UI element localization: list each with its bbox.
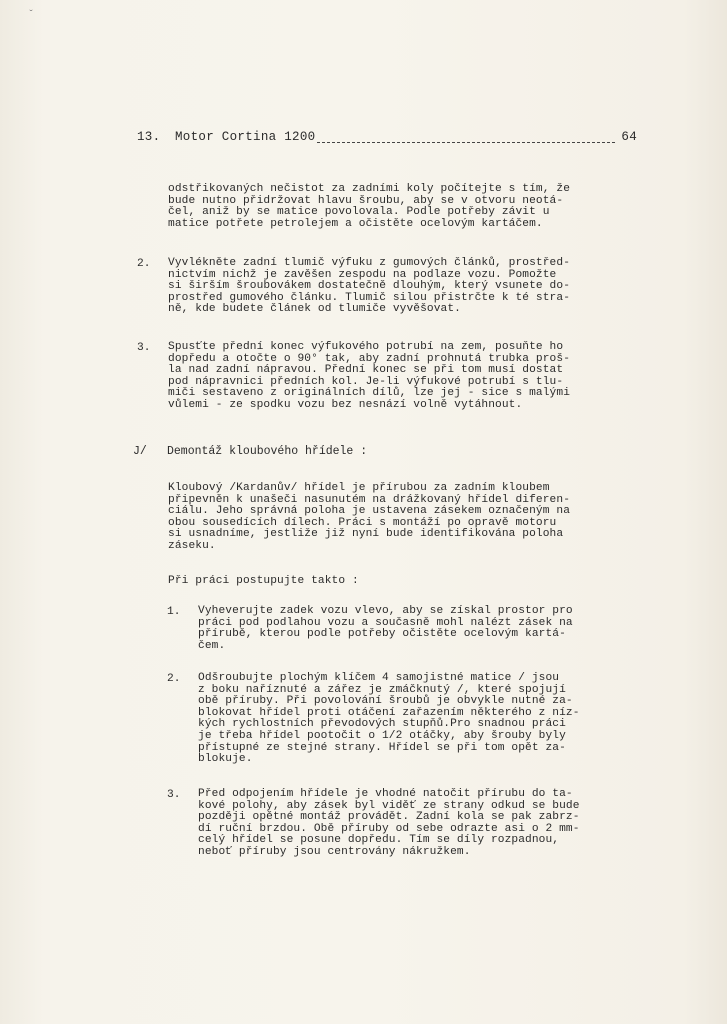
text-line: kých rychlostních převodových stupňů.Pro snadnou práci <box>198 718 566 731</box>
step-3-paragraph <box>168 342 570 412</box>
text-line: celý hřídel se posune dopředu. Tím se díly rozpadnou, <box>198 834 560 847</box>
text-line: si širším šroubovákem dostatečně dlouhým, který vsunete do- <box>168 280 571 293</box>
text-line: blokovat hřídel proti otáčení zařazením některého z níz- <box>198 706 580 719</box>
text-line: la nad zadní nápravou. Přední konec se při tom musí dostat <box>168 364 564 377</box>
section-label: J/ <box>133 445 147 458</box>
text-line: později opětné montáž provádět. Zadní kola se pak zabrz- <box>198 811 580 824</box>
text-line: je třeba hřídel pootočit o 1/2 otáčky, aby šrouby byly <box>198 729 566 742</box>
text-line: dí ruční brzdou. Obě příruby od sebe odrazte asi o 2 mm- <box>198 822 580 835</box>
text-line: odstřikovaných nečistot za zadními koly počítejte s tím, že <box>168 183 571 195</box>
chapter-number: 13. <box>137 130 161 144</box>
text-line: dopředu a otočte o 90° tak, aby zadní prohnutá trubka proš- <box>168 352 571 365</box>
text-line: blokuje. <box>198 753 253 766</box>
text-line: nictvím nichž je zavěšen zespodu na podlaze vozu. Pomožte <box>168 268 557 281</box>
procedure-label: Při práci postupujte takto : <box>168 575 359 587</box>
intro-paragraph <box>168 184 570 230</box>
chapter-title: Motor Cortina 1200 <box>175 130 316 144</box>
step-number: 2. <box>137 258 151 270</box>
text-line: práci pod podlahou vozu a současně mohl nalézt zásek na <box>198 616 573 629</box>
section-heading: Demontáž kloubového hřídele : <box>167 445 368 458</box>
text-line: kové polohy, aby zásek byl viděť ze strany odkud se bude <box>198 799 580 812</box>
text-line: ně, kde budete článek od tlumiče vyvěšovat. <box>168 303 461 316</box>
step-number: 2. <box>167 673 181 685</box>
text-line: Před odpojením hřídele je vhodné natočit přírubu do ta- <box>198 788 573 800</box>
text-line: vůlemi - ze spodku vozu bez nesnází volně vytáhnout. <box>168 398 523 411</box>
text-line: přírubě, kterou podle potřeby očistěte ocelovým kartá- <box>198 628 566 641</box>
step-number: 3. <box>137 342 151 354</box>
text-line: obě příruby. Při povolování šroubů je obvykle nutné za- <box>198 695 573 708</box>
page-header <box>137 130 637 148</box>
text-line: prostřed gumového článku. Tlumič silou přistrčte k té stra- <box>168 291 571 304</box>
step-number: 1. <box>167 606 181 618</box>
text-line: miči sestaveno z originálních dílů, lze jej - sice s malými <box>168 387 571 400</box>
text-line: Spusťte přední konec výfukového potrubí na zem, posuňte ho <box>168 341 564 353</box>
text-line: Odšroubujte plochým klíčem 4 samojistné matice / jsou <box>198 672 560 684</box>
text-line: pod nápravnici předních kol. Je-li výfukové potrubí s tlu- <box>168 375 564 388</box>
text-line: Kloubový /Kardanův/ hřídel je přírubou za zadním kloubem <box>168 482 550 494</box>
page-number: 64 <box>621 130 637 144</box>
text-line: matice potřete petrolejem a očistěte ocelovým kartáčem. <box>168 217 543 230</box>
text-line: připevněn k unašeči nasunutém na drážkovaný hřídel diferen- <box>168 493 571 506</box>
text-line: čel, aniž by se matice povolovala. Podle potřeby závit u <box>168 206 550 219</box>
text-line: si usnadníme, jestliže již nyní bude identifikována poloha <box>168 528 564 541</box>
text-line: obou sousedících dílech. Práci s montáží po opravě motoru <box>168 516 557 529</box>
text-line: neboť příruby jsou centrovány nákružkem. <box>198 845 471 858</box>
text-line: bude nutno přidržovat hlavu šroubu, aby se v otvoru neotá- <box>168 194 564 207</box>
text-line: přístupné ze stejné strany. Hřídel se při tom opět za- <box>198 741 566 754</box>
text-line: Vyvlékněte zadní tlumič výfuku z gumových článků, prostřed- <box>168 257 571 269</box>
text-line: z boku naříznuté a zářez je zmáčknutý /, které spojují <box>198 683 566 696</box>
j-step-1-paragraph <box>198 606 573 652</box>
j-step-3-paragraph <box>198 789 580 859</box>
procedure-label-block <box>168 576 359 588</box>
corner-mark: ˇ <box>28 10 35 21</box>
header-dashed-rule <box>317 142 615 143</box>
text-line: ciálu. Jeho správná poloha je ustavena zásekem označeným na <box>168 505 571 518</box>
text-line: záseku. <box>168 539 216 552</box>
section-intro-paragraph <box>168 483 570 553</box>
text-line: Vyheverujte zadek vozu vlevo, aby se získal prostor pro <box>198 605 573 617</box>
step-2-paragraph <box>168 258 570 316</box>
step-number: 3. <box>167 789 181 801</box>
j-step-2-paragraph <box>198 673 580 766</box>
text-line: čem. <box>198 639 226 652</box>
